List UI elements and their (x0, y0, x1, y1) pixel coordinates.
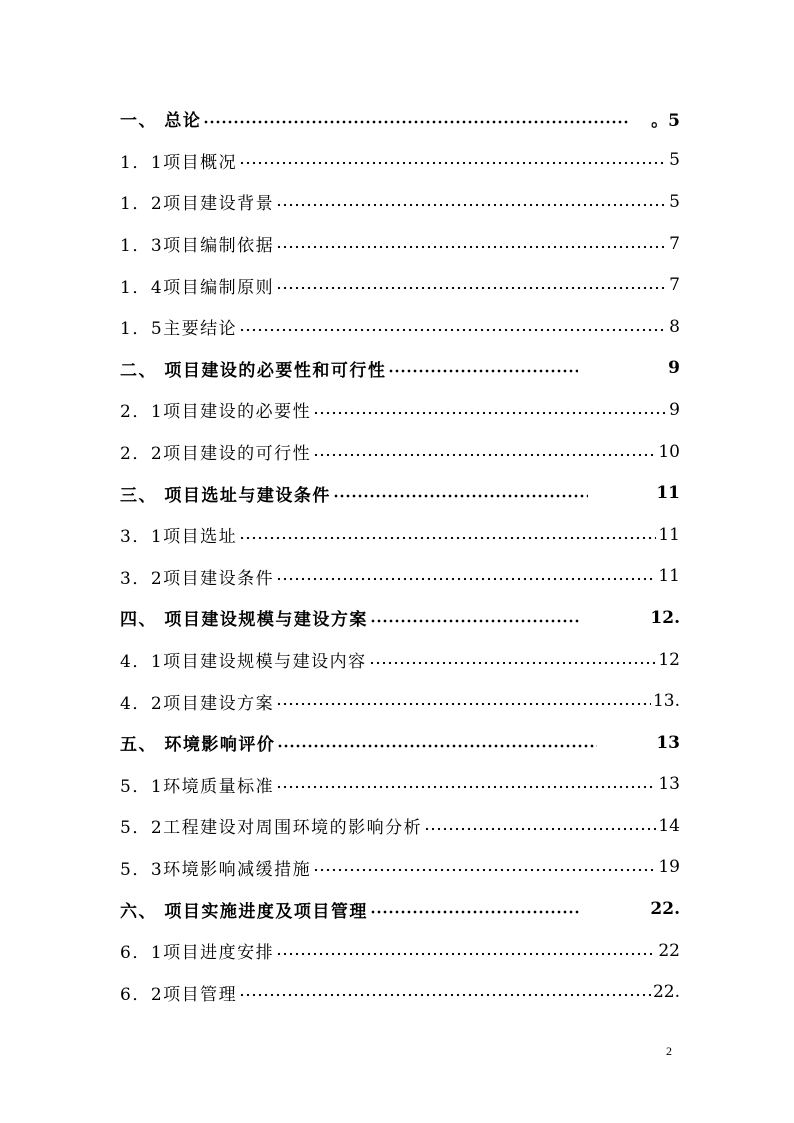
toc-entry-title: 5．2工程建设对周围环境的影响分析 (120, 818, 423, 839)
toc-entry-title: 6．2项目管理 (120, 984, 238, 1005)
toc-dot-leader (276, 245, 667, 249)
toc-entry-title: 5．3环境影响减缓措施 (120, 859, 312, 880)
toc-dot-leader (239, 993, 651, 997)
toc-entry-page-number: 22. (652, 982, 680, 1003)
toc-dot-leader (276, 702, 651, 706)
toc-section-entry[interactable] (120, 264, 680, 306)
toc-dot-leader (313, 411, 667, 415)
toc-entry-page-number: 7 (669, 275, 680, 296)
toc-dot-leader (313, 453, 656, 457)
toc-entry-title: 4．2项目建设方案 (120, 693, 275, 714)
toc-entry-title: 1．4项目编制原则 (120, 277, 275, 298)
toc-entry-title: 2．1项目建设的必要性 (120, 402, 312, 423)
toc-section-entry[interactable] (120, 431, 680, 473)
toc-entry-page-number: 13 (658, 774, 680, 795)
toc-entry-title: 五、 环境影响评价 (120, 735, 276, 756)
toc-dot-leader (370, 619, 580, 623)
toc-section-entry[interactable] (120, 639, 680, 681)
toc-chapter-entry[interactable] (120, 722, 680, 764)
toc-dot-leader (370, 910, 580, 914)
toc-section-entry[interactable] (120, 140, 680, 182)
toc-entry-page-number: 22. (650, 899, 680, 920)
toc-dot-leader (333, 494, 588, 498)
toc-entry-title: 1．1项目概况 (120, 152, 238, 173)
toc-section-entry[interactable] (120, 181, 680, 223)
toc-entry-page-number: 14 (658, 815, 680, 836)
toc-dot-leader (276, 286, 667, 290)
toc-dot-leader (277, 744, 597, 748)
toc-entry-title: 4．1项目建设规模与建设内容 (120, 652, 367, 673)
toc-section-entry[interactable] (120, 847, 680, 889)
toc-section-entry[interactable] (120, 930, 680, 972)
toc-section-entry[interactable] (120, 389, 680, 431)
toc-entry-title: 6．1项目进度安排 (120, 943, 275, 964)
toc-section-entry[interactable] (120, 971, 680, 1013)
toc-dot-leader (203, 120, 628, 124)
toc-chapter-entry[interactable] (120, 597, 680, 639)
toc-section-entry[interactable] (120, 805, 680, 847)
toc-entry-page-number: 10 (658, 441, 680, 462)
toc-entry-page-number: 11 (658, 566, 680, 587)
toc-entry-title: 四、 项目建设规模与建设方案 (120, 610, 368, 631)
toc-dot-leader (276, 952, 656, 956)
toc-section-entry[interactable] (120, 223, 680, 265)
toc-entry-page-number: 5 (669, 150, 680, 171)
toc-entry-page-number: 11 (656, 483, 680, 504)
toc-dot-leader (388, 369, 578, 373)
toc-entry-page-number: 13. (652, 691, 680, 712)
toc-entry-title: 1．5主要结论 (120, 319, 238, 340)
toc-dot-leader (369, 661, 657, 665)
toc-dot-leader (276, 203, 667, 207)
toc-entry-page-number: 19 (658, 857, 680, 878)
toc-section-entry[interactable] (120, 306, 680, 348)
toc-dot-leader (424, 827, 656, 831)
toc-entry-page-number: 8 (669, 316, 680, 337)
toc-chapter-entry[interactable] (120, 888, 680, 930)
toc-entry-page-number: 13 (656, 732, 680, 753)
toc-dot-leader (239, 536, 656, 540)
toc-dot-leader (276, 577, 656, 581)
toc-dot-leader (276, 785, 656, 789)
toc-dot-leader (239, 161, 667, 165)
toc-entry-title: 六、 项目实施进度及项目管理 (120, 901, 368, 922)
toc-entry-title: 三、 项目选址与建设条件 (120, 485, 331, 506)
toc-entry-title: 1．2项目建设背景 (120, 194, 275, 215)
toc-entry-page-number: 11 (658, 524, 680, 545)
toc-entry-title: 3．1项目选址 (120, 527, 238, 548)
toc-chapter-entry[interactable] (120, 348, 680, 390)
toc-entry-title: 2．2项目建设的可行性 (120, 444, 312, 465)
toc-entry-title: 3．2项目建设条件 (120, 568, 275, 589)
toc-entry-page-number: 22 (658, 940, 680, 961)
toc-entry-title: 1．3项目编制依据 (120, 236, 275, 257)
toc-entry-page-number: 5 (669, 191, 680, 212)
toc-entry-title: 5．1环境质量标准 (120, 776, 275, 797)
toc-dot-leader (313, 868, 656, 872)
toc-entry-page-number: 。5 (651, 111, 680, 132)
toc-entry-title: 二、 项目建设的必要性和可行性 (120, 360, 387, 381)
toc-section-entry[interactable] (120, 514, 680, 556)
toc-chapter-entry[interactable] (120, 98, 680, 140)
toc-dot-leader (239, 328, 667, 332)
toc-section-entry[interactable] (120, 680, 680, 722)
toc-entry-page-number: 12 (658, 649, 680, 670)
toc-chapter-entry[interactable] (120, 472, 680, 514)
toc-section-entry[interactable] (120, 764, 680, 806)
toc-entry-page-number: 9 (668, 358, 680, 379)
page-number: 2 (666, 1044, 672, 1058)
toc-section-entry[interactable] (120, 556, 680, 598)
toc-entry-page-number: 7 (669, 233, 680, 254)
toc-entry-page-number: 9 (669, 399, 680, 420)
table-of-contents (120, 98, 680, 1013)
toc-entry-page-number: 12. (650, 607, 680, 628)
toc-entry-title: 一、 总论 (120, 111, 202, 132)
